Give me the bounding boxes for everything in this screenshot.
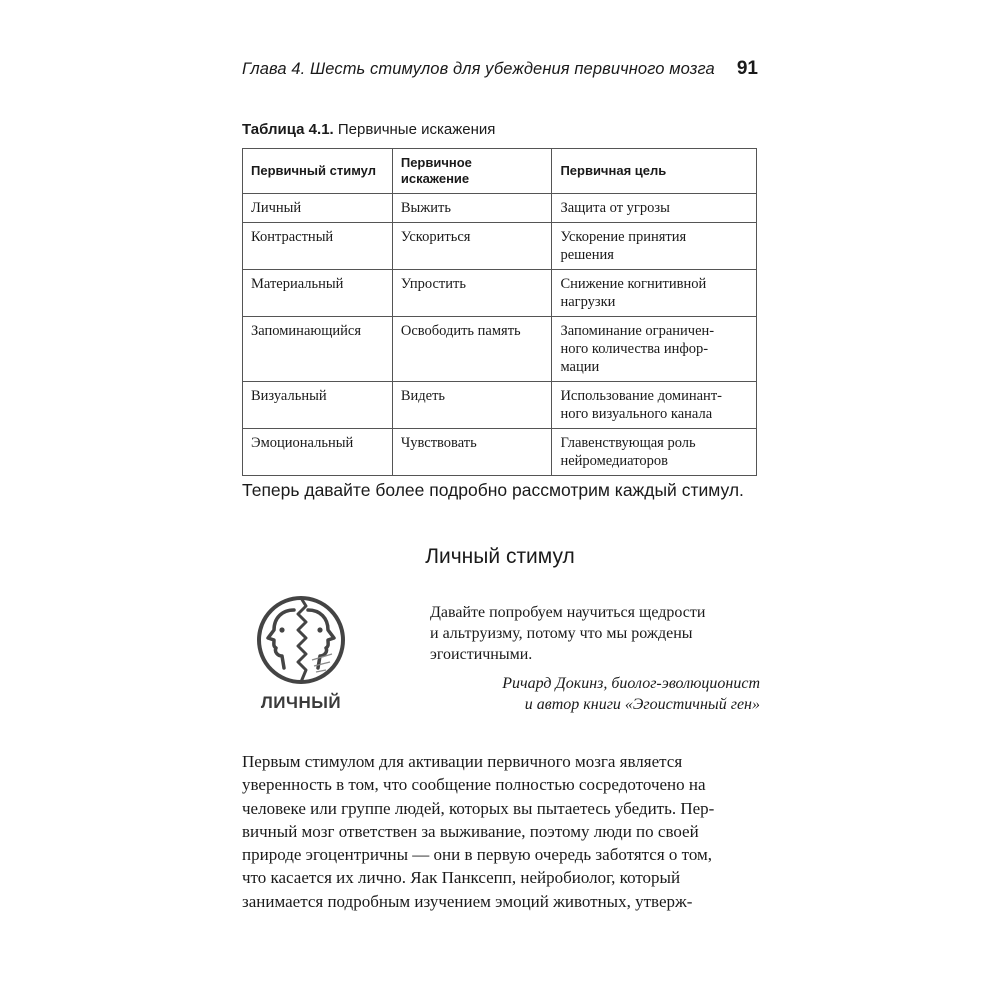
table-cell: Запоминающийся (243, 317, 393, 382)
table-row (243, 317, 757, 382)
body-line: занимается подробным изучением эмоций животных, утверж- (242, 891, 693, 911)
table-cell: Ускориться (392, 223, 552, 270)
epigraph-quote-line: Давайте попробуем научиться щедрости (430, 604, 706, 621)
body-line: что касается их лично. Яак Панксепп, нейробиолог, который (242, 868, 681, 888)
table-row (243, 270, 757, 317)
header-primal-goal: Первичная цель (552, 149, 757, 194)
table-caption-number: Таблица 4.1. (242, 121, 334, 138)
page-number: 91 (736, 58, 758, 79)
table-row (243, 194, 757, 223)
table-cell: Личный (243, 194, 393, 223)
table-row (243, 429, 757, 476)
body-line: человеке или группе людей, которых вы пытаетесь убедить. Пер- (242, 798, 715, 818)
attribution-line: и автор книги «Эгоистичный ген» (524, 696, 760, 713)
table-caption (242, 121, 495, 138)
table-cell: Ускорение принятия решения (552, 223, 757, 270)
table-row (243, 223, 757, 270)
table-cell: Чувствовать (392, 429, 552, 476)
table-caption-text: Первичные искажения (333, 121, 496, 138)
table-cell: Контрастный (243, 223, 393, 270)
table-header-row (243, 149, 757, 194)
attribution-line: Ричард Докинз, биолог-эволюционист (502, 675, 760, 692)
table-row (243, 382, 757, 429)
table-cell: Видеть (392, 382, 552, 429)
table-cell: Упростить (392, 270, 552, 317)
epigraph-attribution (430, 673, 760, 715)
table-cell: Главенствующая роль нейромедиаторов (552, 429, 757, 476)
table-cell: Выжить (392, 194, 552, 223)
section-title: Личный стимул (425, 545, 575, 568)
body-paragraph (242, 750, 762, 913)
header-primal-stimulus: Первичный стимул (243, 149, 393, 194)
emblem-label: ЛИЧНЫЙ (260, 693, 342, 712)
chapter-title: Глава 4. Шесть стимулов для убеждения первичного мозга (242, 60, 715, 78)
table-cell: Эмоциональный (243, 429, 393, 476)
table-cell: Освободить память (392, 317, 552, 382)
table-cell: Защита от угрозы (552, 194, 757, 223)
table-cell: Материальный (243, 270, 393, 317)
table-cell: Использование доминант- ного визуального канала (552, 382, 757, 429)
running-head (242, 58, 758, 86)
table-cell: Запоминание ограничен- ного количества инфор- мации (552, 317, 757, 382)
table-cell: Визуальный (243, 382, 393, 429)
primal-distortions-table (242, 148, 757, 476)
intro-sentence: Теперь давайте более подробно рассмотрим каждый стимул. (242, 480, 744, 500)
body-line: вичный мозг ответствен за выживание, поэтому люди по своей (242, 821, 699, 841)
body-line: природе эгоцентричны — они в первую очередь заботятся о том, (242, 845, 713, 865)
epigraph-quote-line: и альтруизму, потому что мы рождены (430, 625, 693, 642)
epigraph-quote-line: эгоистичными. (430, 646, 533, 663)
epigraph (430, 602, 760, 715)
table-cell: Снижение когнитивной нагрузки (552, 270, 757, 317)
body-line: Первым стимулом для активации первичного мозга является (242, 752, 683, 771)
body-line: уверенность в том, что сообщение полностью сосредоточено на (242, 775, 706, 795)
header-primal-distortion: Первичное искажение (392, 149, 552, 194)
